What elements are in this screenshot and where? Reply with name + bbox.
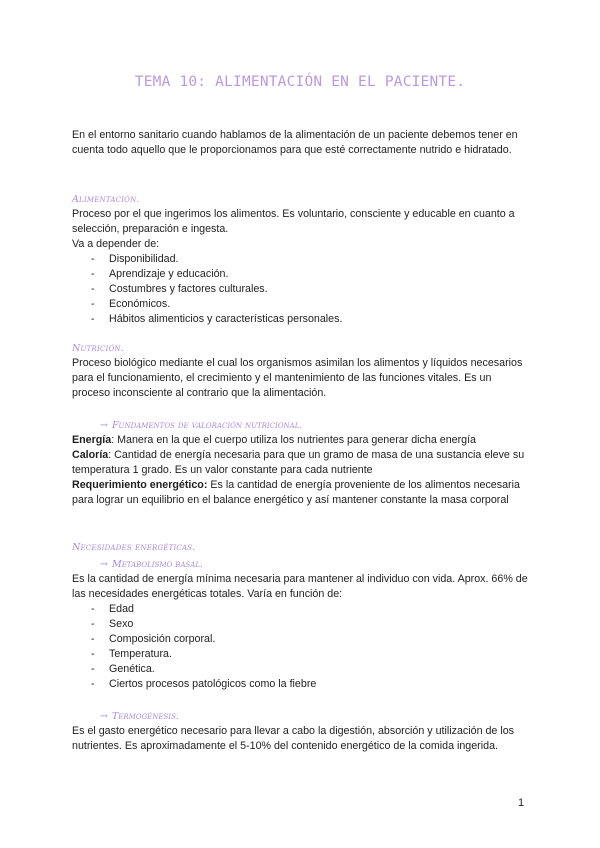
nutricion-section: [72, 341, 532, 401]
energia-label: Energía: [72, 434, 112, 446]
list-item: - Costumbres y factores culturales.: [72, 282, 532, 297]
list-item: - Ciertos procesos patológicos como la fiebre: [72, 677, 532, 692]
termogenesis-heading: Termogénesis.: [111, 711, 179, 722]
arrow-right-icon: →: [100, 559, 108, 570]
intro-paragraph: [72, 128, 532, 158]
alimentacion-depends: Va a depender de:: [72, 238, 160, 250]
arrow-right-icon: →: [100, 711, 108, 722]
intro-text: En el entorno sanitario cuando hablamos de la alimentación de un paciente debemos tener en cuenta todo aquello que le proporcionamos para que esté correctamente nutrido e hidratado.: [72, 129, 518, 156]
requerimiento-text: Es la cantidad de energía proveniente de los alimentos necesaria para lograr un equilibrio en el balance energético y así mantener constante la masa corporal: [72, 479, 520, 506]
alimentacion-heading: Alimentación.: [72, 194, 140, 205]
list-item: - Temperatura.: [72, 647, 532, 662]
necesidades-section: [72, 540, 532, 754]
termogenesis-subheading: [72, 709, 532, 724]
fundamentos-section: [72, 418, 532, 508]
requerimiento-label: Requerimiento energético:: [72, 479, 208, 491]
list-item: - Genética.: [72, 662, 532, 677]
list-item: - Disponibilidad.: [72, 252, 532, 267]
caloria-text: : Cantidad de energía necesaria para que un gramo de masa de una sustancia eleve su temperatura 1 grado. Es un valor constante para cada nutriente: [72, 449, 525, 476]
arrow-right-icon: →: [100, 420, 108, 431]
metabolismo-heading: Metabolismo basal.: [111, 559, 204, 570]
list-item: - Sexo: [72, 617, 532, 632]
termogenesis-text: Es el gasto energético necesario para llevar a cabo la digestión, absorción y utilización de los nutrientes. Es aproximadamente el 5-10% del contenido energético de la comida ingerida.: [72, 725, 515, 752]
nutricion-heading: Nutrición.: [72, 343, 124, 354]
page-number: 1: [518, 797, 525, 809]
fundamentos-heading: Fundamentos de valoración nutricional.: [111, 420, 303, 431]
requerimiento-definition: [72, 478, 532, 508]
list-item: - Económicos.: [72, 297, 532, 312]
alimentacion-text: Proceso por el que ingerimos los alimentos. Es voluntario, consciente y educable en cuanto a selección, preparación e ingesta.: [72, 208, 515, 235]
energia-definition: [72, 433, 532, 448]
alimentacion-list: [72, 252, 532, 327]
necesidades-heading: Necesidades energéticas.: [72, 542, 196, 553]
metabolismo-list: [72, 602, 532, 692]
list-item: - Composición corporal.: [72, 632, 532, 647]
list-item: - Edad: [72, 602, 532, 617]
caloria-definition: [72, 448, 532, 478]
metabolismo-text: Es la cantidad de energía mínima necesaria para mantener al individuo con vida. Aprox. 66% de las necesidades energéticas totales. Varía en función de:: [72, 573, 528, 600]
fundamentos-subheading: [72, 418, 532, 433]
page-title: TEMA 10: ALIMENTACIÓN EN EL PACIENTE.: [134, 74, 466, 90]
energia-text: : Manera en la que el cuerpo utiliza los nutrientes para generar dicha energía: [111, 434, 476, 446]
list-item: - Hábitos alimenticios y características personales.: [72, 312, 532, 327]
metabolismo-subheading: [72, 557, 532, 572]
caloria-label: Caloría: [72, 449, 109, 461]
nutricion-text: Proceso biológico mediante el cual los organismos asimilan los alimentos y líquidos necesarios para el funcionamiento, el crecimiento y el mantenimiento de las funciones vitales. Es un proceso inconsciente al contrario que la alimentación.: [72, 357, 523, 399]
alimentacion-section: [72, 192, 532, 327]
list-item: - Aprendizaje y educación.: [72, 267, 532, 282]
